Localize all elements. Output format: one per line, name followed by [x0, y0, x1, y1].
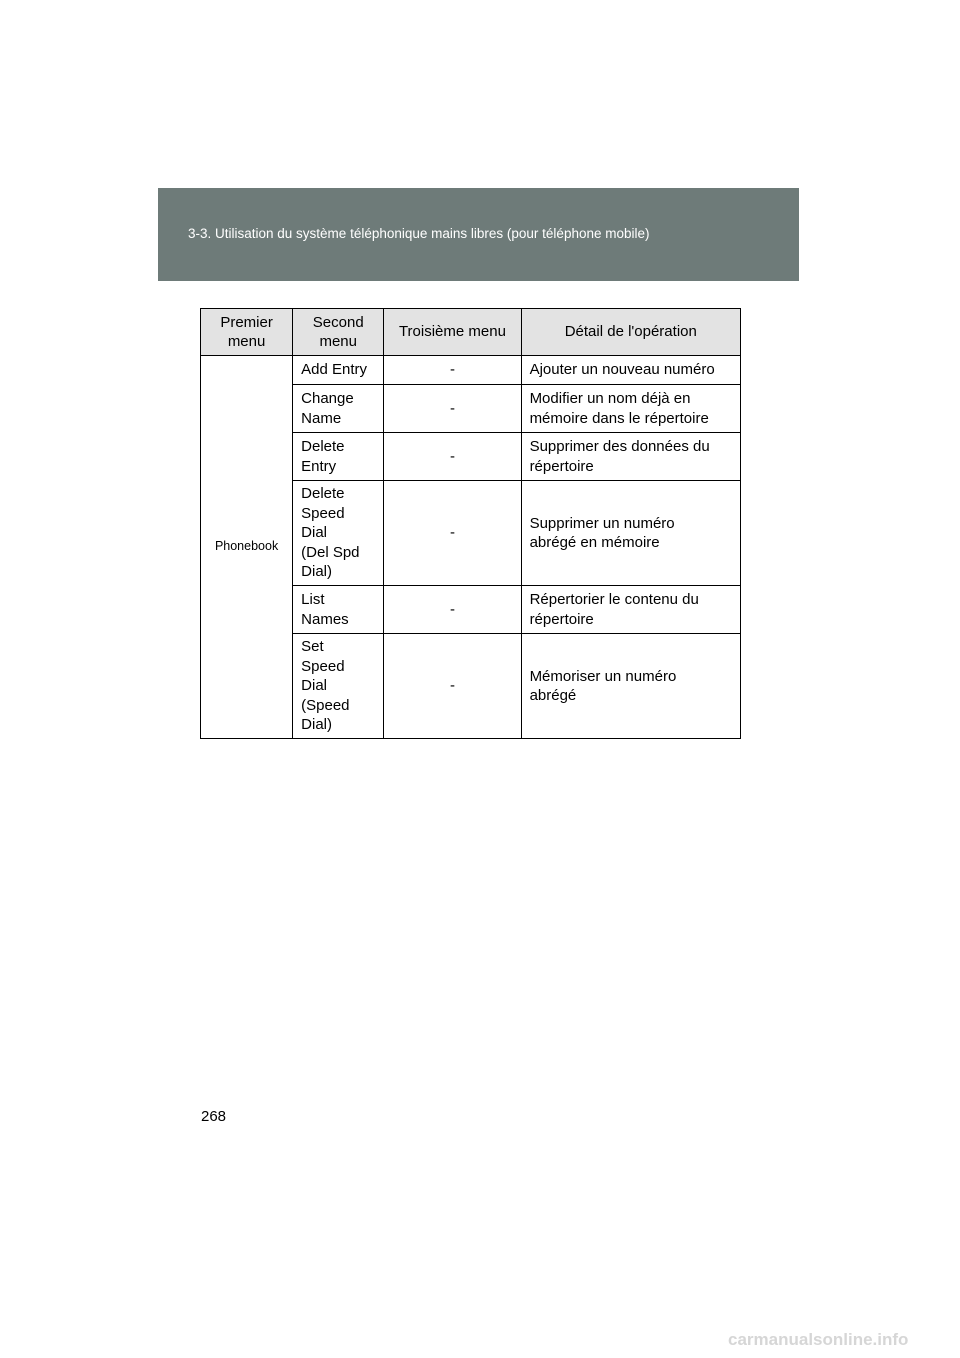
third-menu-cell: -: [384, 433, 521, 481]
operation-detail-cell: Ajouter un nouveau numéro: [521, 356, 740, 385]
second-menu-cell: Delete Entry: [293, 433, 384, 481]
column-header-third-menu: Troisième menu: [384, 309, 521, 356]
third-menu-cell: -: [384, 586, 521, 634]
section-title: 3-3. Utilisation du système téléphonique mains libres (pour téléphone mobile): [188, 226, 650, 241]
operation-detail-cell: Supprimer des données du répertoire: [521, 433, 740, 481]
third-menu-cell: -: [384, 356, 521, 385]
column-header-first-menu: Premier menu: [201, 309, 293, 356]
third-menu-cell: -: [384, 385, 521, 433]
table-header-row: [201, 309, 741, 356]
operation-detail-cell: Supprimer un numéro abrégé en mémoire: [521, 481, 740, 586]
operation-detail-cell: Mémoriser un numéro abrégé: [521, 634, 740, 739]
phonebook-menu-table: [200, 308, 741, 739]
third-menu-cell: -: [384, 481, 521, 586]
table-row: [201, 356, 741, 385]
first-menu-cell: Phonebook: [201, 356, 293, 739]
second-menu-cell: Delete Speed Dial (Del Spd Dial): [293, 481, 384, 586]
third-menu-cell: -: [384, 634, 521, 739]
column-header-operation-detail: Détail de l'opération: [521, 309, 740, 356]
operation-detail-cell: Répertorier le contenu du répertoire: [521, 586, 740, 634]
second-menu-cell: List Names: [293, 586, 384, 634]
page-number: 268: [201, 1108, 227, 1125]
column-header-second-menu: Second menu: [293, 309, 384, 356]
second-menu-cell: Set Speed Dial (Speed Dial): [293, 634, 384, 739]
second-menu-cell: Add Entry: [293, 356, 384, 385]
watermark: carmanualsonline.info: [728, 1330, 909, 1349]
second-menu-cell: Change Name: [293, 385, 384, 433]
operation-detail-cell: Modifier un nom déjà en mémoire dans le répertoire: [521, 385, 740, 433]
section-header-bar: [158, 188, 799, 281]
